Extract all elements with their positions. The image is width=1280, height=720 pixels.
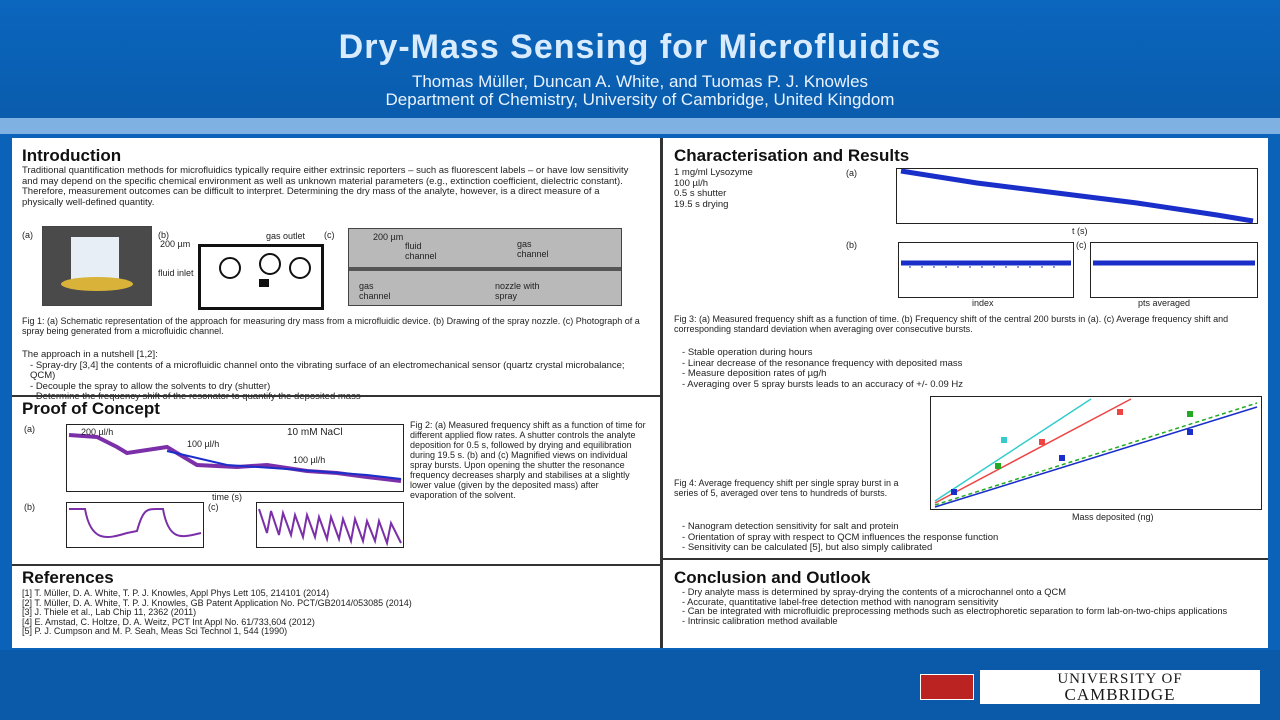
reference-item: [2] T. Müller, D. A. White, T. P. J. Knowles, GB Patent Application No. PCT/GB2014/053085 (2014) — [22, 597, 412, 608]
fig3-label-b: (b) — [846, 240, 857, 250]
results-bullets — [674, 348, 1258, 390]
poster-header — [0, 0, 1280, 118]
fig1-label-c: (c) — [324, 230, 335, 240]
fig4-xlabel: Mass deposited (ng) — [1072, 512, 1154, 522]
fig3a-plot — [896, 168, 1258, 224]
fig2-label-b: (b) — [24, 502, 35, 512]
proof-title: Proof of Concept — [22, 399, 160, 418]
condition-item: 1 mg/ml Lysozyme — [674, 167, 753, 178]
fig1-label-a: (a) — [22, 230, 33, 240]
flow-rate-2: 100 µl/h — [187, 439, 220, 449]
fig4-point — [995, 463, 1001, 469]
fig1-scale-b: 200 µm — [160, 239, 191, 249]
nozzle-label: nozzle with spray — [495, 281, 540, 301]
fig3c-plot — [1090, 242, 1258, 298]
gas-channel-bottom-label: gas channel — [359, 281, 391, 301]
results-bullet: - Stable operation during hours — [682, 348, 1258, 359]
fig4-fit-cyan — [935, 399, 1091, 501]
cambridge-crest-icon — [920, 674, 974, 700]
fig3b-svg — [899, 243, 1073, 297]
fig4-point — [1187, 411, 1193, 417]
conclusion-item: - Intrinsic calibration method available — [682, 617, 1258, 627]
affiliation-line: Department of Chemistry, University of Cambridge, United Kingdom — [385, 90, 895, 109]
fig2c-svg — [257, 503, 403, 547]
references-list — [22, 589, 632, 637]
poster-title: Dry-Mass Sensing for Microfluidics — [338, 28, 942, 66]
conditions-list — [674, 168, 794, 210]
fig2c-plot — [256, 502, 404, 548]
column-divider — [660, 138, 663, 648]
fig4-caption: Fig 4: Average frequency shift per single spray burst in a series of 5, averaged over tens to hundreds of bursts. — [674, 478, 899, 498]
fig3c-svg — [1091, 243, 1257, 297]
section-divider — [12, 395, 660, 397]
flow-rate-1: 200 µl/h — [81, 427, 114, 437]
fig3b-plot — [898, 242, 1074, 298]
fig2c-trace — [259, 509, 401, 543]
fig4-point — [1059, 455, 1065, 461]
university-logo-line2: CAMBRIDGE — [1064, 685, 1176, 704]
results-bullet: - Orientation of spray with respect to QCM influences the response function — [682, 533, 1258, 544]
condition-item: 100 µl/h — [674, 177, 708, 189]
conclusion-list — [674, 588, 1258, 626]
section-divider — [12, 564, 660, 566]
results-bullet: - Linear decrease of the resonance frequency with deposited mass — [682, 359, 1258, 370]
fig4-point — [1117, 409, 1123, 415]
sensor-block — [71, 237, 119, 281]
university-logo-line1: UNIVERSITY OF — [1057, 671, 1183, 687]
results-bullet: - Averaging over 5 spray bursts leads to an accuracy of +/- 0.09 Hz — [682, 380, 1258, 391]
qcm-disc — [61, 277, 133, 291]
channel-ring — [259, 253, 281, 275]
fig4-fit-red — [935, 399, 1131, 503]
nacl-annotation: 10 mM NaCl — [287, 427, 343, 438]
condition-item: 0.5 s shutter — [674, 188, 727, 199]
reference-item: [4] E. Amstad, C. Holtze, D. A. Weitz, PCT Int Appl No. 61/733,604 (2012) — [22, 616, 315, 627]
fig2b-svg — [67, 503, 203, 547]
results-bullet: - Measure deposition rates of µg/h — [682, 369, 1258, 380]
header-stripe — [0, 118, 1280, 134]
fig3a-trace — [901, 171, 1253, 221]
reference-item: [1] T. Müller, D. A. White, T. P. J. Knowles, Appl Phys Lett 105, 214101 (2014) — [22, 588, 330, 598]
fig3b-xlabel: index — [972, 298, 994, 308]
section-divider — [663, 558, 1268, 560]
reference-item: [5] P. J. Cumpson and M. P. Seah, Meas Sci Technol 1, 544 (1990) — [22, 626, 288, 637]
fluid-channel-label: fluid channel — [405, 241, 437, 261]
fig4-point — [1187, 429, 1193, 435]
fig4-svg — [931, 397, 1261, 509]
fig2-caption: Fig 2: (a) Measured frequency shift as a function of time for different applied flow rates. A shutter controls the analyte deposition for 0.5 s, followed by drying and equilibration during 19.5 s. (b) and (c) Magnified views on individual spray bursts. Upon opening the shutter the resonance frequency decreases sharply and stabilises at a slightly lower value (given by the deposited mass) after evaporation of the solvent. — [410, 420, 646, 500]
gas-outlet-label: gas outlet — [266, 231, 306, 241]
fig4-point — [1039, 439, 1045, 445]
intro-title: Introduction — [22, 146, 122, 165]
fig4-fit-blue — [935, 407, 1257, 507]
fig4-plot — [930, 396, 1262, 510]
reference-item: [3] J. Thiele et al., Lab Chip 11, 2362 (2011) — [22, 607, 197, 618]
conclusion-item: - Accurate, quantitative label-free detection method with nanogram sensitivity — [682, 598, 1258, 608]
university-logo — [980, 670, 1260, 704]
fig2a-svg — [67, 425, 403, 491]
approach-item: - Spray-dry [3,4] the contents of a microfluidic channel onto the vibrating surface of an electromechanical sensor (quartz crystal microbalance; QCM) — [30, 361, 642, 382]
nozzle-block — [259, 279, 269, 287]
author-line: Thomas Müller, Duncan A. White, and Tuomas P. J. Knowles — [411, 72, 869, 91]
fig3a-svg — [897, 169, 1257, 223]
channel-line — [349, 267, 621, 271]
fig1-nozzle-drawing — [198, 244, 324, 310]
fig1-caption: Fig 1: (a) Schematic representation of the approach for measuring dry mass from a microfluidic device. (b) Drawing of the spray nozzle. (c) Photograph of a spray being generated from a microfluidic channel. — [22, 316, 640, 336]
poster-body — [12, 138, 1268, 648]
condition-item: 19.5 s drying — [674, 198, 729, 210]
fig2a-xlabel: time (s) — [212, 492, 242, 502]
fig4-point — [951, 489, 957, 495]
results-title: Characterisation and Results — [674, 146, 910, 165]
fig1-label-b: (b) — [158, 230, 169, 240]
flow-rate-3: 100 µl/h — [293, 455, 326, 465]
fig2-label-c: (c) — [208, 502, 219, 512]
gas-channel-top-label: gas channel — [517, 239, 549, 259]
fig1-scale-c: 200 µm — [373, 232, 404, 242]
fig2b-trace — [69, 509, 201, 537]
fig3a-xlabel: t (s) — [1072, 226, 1088, 236]
intro-body: Traditional quantification methods for microfluidics typically require either extrinsic reporters – such as fluorescent labels – or have low sensitivity and may depend on the specific chemical environment as well as unknown material parameters (e.g., extinction coefficient, dielectric constant). Therefore, measurement outcomes can be difficult to interpret. Determining the dry mass of the analyte, however, is a direct measure of a physically well-defined quantity. — [22, 165, 629, 208]
conclusion-item: - Can be integrated with microfluidic preprocessing methods such as electrophoretic separation to form lab-on-two-chips applications — [682, 607, 1258, 617]
fig3-label-c: (c) — [1076, 240, 1087, 250]
conclusion-item: - Dry analyte mass is determined by spray-drying the contents of a microchannel onto a QCM — [682, 588, 1258, 598]
fig3-label-a: (a) — [846, 168, 857, 178]
channel-ring — [219, 257, 241, 279]
fig2a-plot — [66, 424, 404, 492]
results-bullet: - Sensitivity can be calculated [5], but also simply calibrated — [682, 543, 1258, 554]
references-title: References — [22, 568, 114, 587]
fig3c-xlabel: pts averaged — [1138, 298, 1191, 308]
conclusion-title: Conclusion and Outlook — [674, 568, 871, 587]
fig1-photo — [348, 228, 622, 306]
channel-ring — [289, 257, 311, 279]
approach-item: - Decouple the spray to allow the solvents to dry (shutter) — [30, 382, 642, 393]
results-bullet: - Nanogram detection sensitivity for salt and protein — [682, 522, 1258, 533]
results-bullets-2 — [674, 522, 1258, 554]
fig2b-plot — [66, 502, 204, 548]
approach-title: The approach in a nutshell [1,2]: — [22, 349, 158, 360]
fig4-point — [1001, 437, 1007, 443]
fig2-label-a: (a) — [24, 424, 35, 434]
fig1-schematic — [42, 226, 152, 306]
fluid-inlet-label: fluid inlet — [158, 268, 194, 278]
fig3-caption: Fig 3: (a) Measured frequency shift as a function of time. (b) Frequency shift of the central 200 bursts in (a). (c) Average frequency shift and corresponding standard deviation when averaging over consecutive bursts. — [674, 314, 1229, 334]
